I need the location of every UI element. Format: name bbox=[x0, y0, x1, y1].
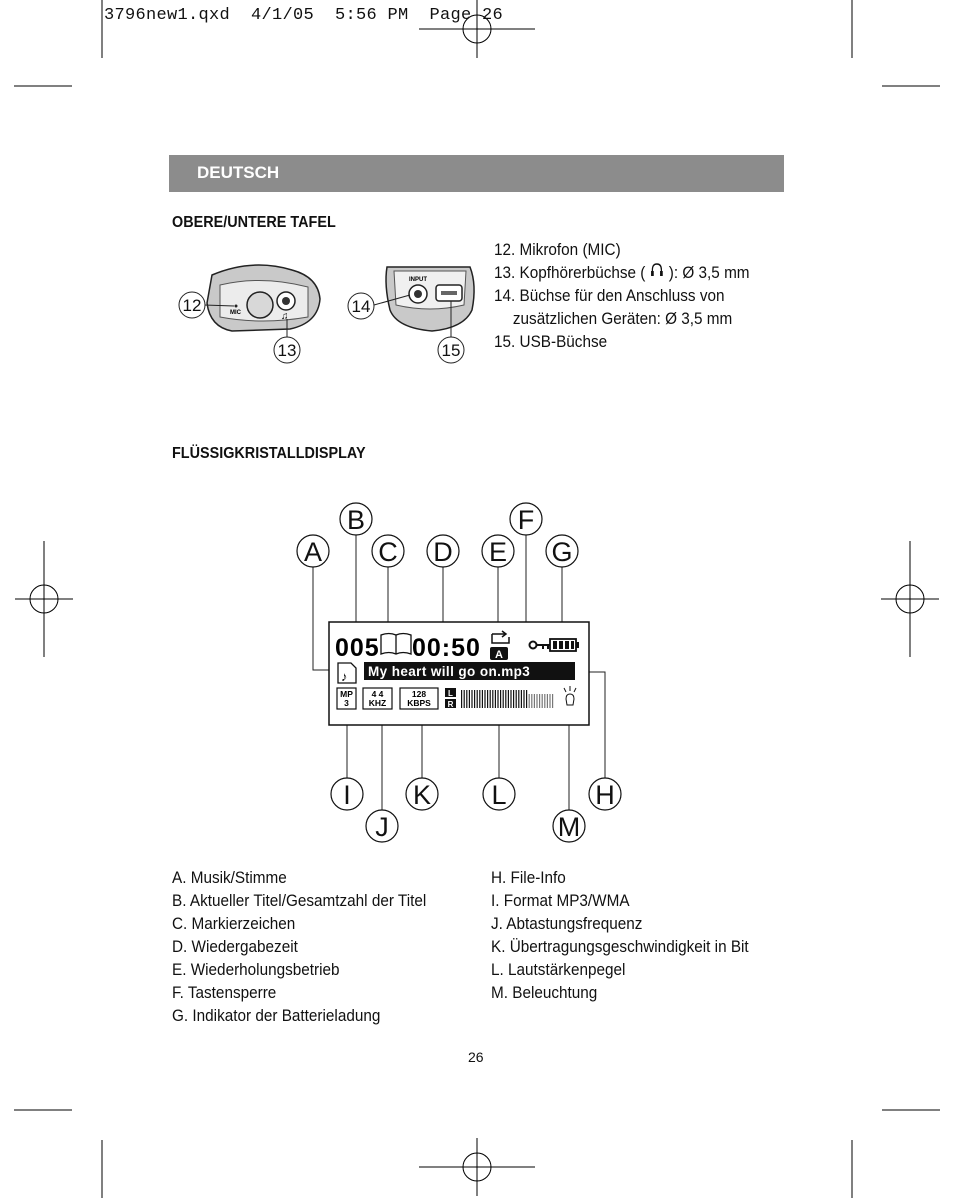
panel-item-list bbox=[494, 238, 778, 353]
volume-bar bbox=[482, 690, 483, 708]
top-panel-device bbox=[207, 265, 320, 331]
print-slug: 3796new1.qxd 4/1/05 5:56 PM Page 26 bbox=[104, 6, 504, 25]
mic-label: MIC bbox=[230, 310, 241, 316]
language-bar bbox=[169, 155, 784, 192]
panel-item: zusätzlichen Geräten: Ø 3,5 mm bbox=[512, 309, 733, 328]
callout-15: 15 bbox=[441, 341, 461, 360]
lcd-heading: FLÜSSIGKRISTALLDISPLAY bbox=[172, 445, 366, 462]
callout-13: 13 bbox=[277, 341, 297, 360]
volume-bar bbox=[469, 690, 470, 708]
volume-bar bbox=[518, 690, 519, 708]
bitrate-label: 128 bbox=[411, 689, 427, 699]
volume-bar bbox=[552, 694, 553, 708]
bottom-panel-device bbox=[386, 267, 474, 331]
label-k: K bbox=[412, 780, 432, 810]
volume-bar bbox=[500, 690, 501, 708]
legend-item: K. Übertragungsgeschwindigkeit in Bit bbox=[491, 937, 749, 956]
volume-bar bbox=[461, 690, 462, 708]
volume-bar bbox=[516, 690, 517, 708]
volume-bar bbox=[508, 690, 509, 708]
headphones-icon bbox=[645, 261, 668, 284]
panel-item: 12. Mikrofon (MIC) bbox=[494, 240, 621, 259]
volume-bar bbox=[523, 690, 524, 708]
language-label: DEUTSCH bbox=[197, 163, 280, 182]
legend-item: C. Markierzeichen bbox=[172, 914, 296, 933]
lcd-diagram bbox=[280, 500, 630, 845]
bitrate-label: KBPS bbox=[407, 698, 431, 708]
volume-bar bbox=[547, 694, 548, 708]
legend-item: E. Wiederholungsbetrieb bbox=[172, 960, 340, 979]
callout-12: 12 bbox=[182, 296, 202, 315]
label-g: G bbox=[551, 537, 573, 567]
volume-bar bbox=[549, 694, 550, 708]
panel-item-prefix: 13. Kopfhörerbüchse ( bbox=[494, 263, 646, 282]
volume-bar bbox=[477, 690, 478, 708]
volume-bar bbox=[471, 690, 472, 708]
label-e: E bbox=[488, 537, 508, 567]
channel-right: R bbox=[447, 700, 454, 709]
panel-item-suffix: ): Ø 3,5 mm bbox=[668, 263, 750, 282]
label-m: M bbox=[557, 812, 581, 842]
label-l: L bbox=[491, 780, 507, 810]
frequency-label: KHZ bbox=[368, 698, 387, 708]
volume-bar bbox=[526, 690, 527, 708]
legend-item: M. Beleuchtung bbox=[491, 983, 598, 1002]
volume-bar bbox=[505, 690, 506, 708]
repeat-mode-label: A bbox=[495, 649, 503, 661]
volume-bar bbox=[503, 690, 504, 708]
volume-bar bbox=[534, 694, 535, 708]
volume-bar bbox=[479, 690, 480, 708]
legend-item: B. Aktueller Titel/Gesamtzahl der Titel bbox=[172, 891, 427, 910]
play-time: 00:50 bbox=[412, 634, 481, 662]
volume-bar bbox=[487, 690, 488, 708]
legend-right bbox=[491, 866, 777, 1004]
label-f: F bbox=[517, 505, 535, 535]
volume-bar bbox=[544, 694, 545, 708]
panel-item bbox=[494, 261, 750, 284]
volume-bar bbox=[521, 690, 522, 708]
headphones-icon: ♫ bbox=[281, 311, 289, 322]
label-a: A bbox=[303, 537, 323, 567]
page-number: 26 bbox=[468, 1049, 484, 1065]
label-d: D bbox=[433, 537, 453, 567]
format-label: MP bbox=[340, 689, 353, 699]
input-label: INPUT bbox=[409, 277, 427, 283]
legend-item: J. Abtastungsfrequenz bbox=[491, 914, 643, 933]
legend-left bbox=[172, 866, 455, 1027]
panel-item: 15. USB-Büchse bbox=[494, 332, 608, 351]
legend-item: L. Lautstärkenpegel bbox=[491, 960, 626, 979]
channel-left: L bbox=[448, 689, 453, 698]
music-note-icon bbox=[338, 663, 356, 684]
volume-bar bbox=[531, 694, 532, 708]
svg-text:♪: ♪ bbox=[341, 669, 348, 684]
volume-bar bbox=[464, 690, 465, 708]
volume-bar bbox=[536, 694, 537, 708]
label-i: I bbox=[343, 780, 351, 810]
volume-bar bbox=[539, 694, 540, 708]
filename-display: My heart will go on.mp3 bbox=[368, 664, 531, 679]
volume-bar bbox=[495, 690, 496, 708]
volume-bar bbox=[513, 690, 514, 708]
volume-bar bbox=[529, 694, 530, 708]
legend-item: G. Indikator der Batterieladung bbox=[172, 1006, 381, 1025]
label-c: C bbox=[378, 537, 398, 567]
legend-item: A. Musik/Stimme bbox=[172, 868, 287, 887]
panel-item: 14. Büchse für den Anschluss von bbox=[494, 286, 725, 305]
volume-bar bbox=[542, 694, 543, 708]
volume-bar bbox=[497, 690, 498, 708]
label-b: B bbox=[346, 505, 366, 535]
label-j: J bbox=[375, 812, 389, 842]
panel-heading: OBERE/UNTERE TAFEL bbox=[172, 214, 336, 231]
legend-item: I. Format MP3/WMA bbox=[491, 891, 630, 910]
volume-bar bbox=[474, 690, 475, 708]
format-label: 3 bbox=[344, 698, 349, 708]
label-h: H bbox=[595, 780, 615, 810]
callout-14: 14 bbox=[351, 297, 371, 316]
legend-item: D. Wiedergabezeit bbox=[172, 937, 298, 956]
volume-bar bbox=[484, 690, 485, 708]
legend-item: H. File-Info bbox=[491, 868, 566, 887]
panel-illustration bbox=[172, 255, 492, 370]
frequency-label: 4 4 bbox=[371, 689, 384, 699]
volume-bar bbox=[466, 690, 467, 708]
volume-bar bbox=[490, 690, 491, 708]
legend-item: F. Tastensperre bbox=[172, 983, 277, 1002]
track-counter: 005 bbox=[335, 634, 380, 662]
volume-bar bbox=[492, 690, 493, 708]
volume-bar bbox=[510, 690, 511, 708]
